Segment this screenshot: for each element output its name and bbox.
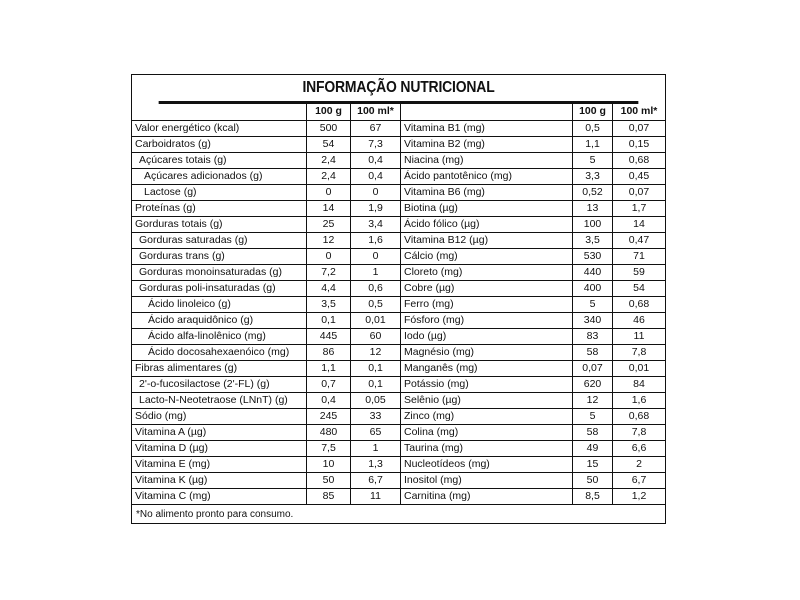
right-nutrient-name: Ácido fólico (µg) bbox=[400, 217, 572, 232]
right-value-100g: 58 bbox=[572, 345, 612, 360]
right-value-100ml: 54 bbox=[612, 281, 665, 296]
left-nutrient-name: Ácido linoleico (g) bbox=[148, 298, 231, 310]
right-nutrient-name: Zinco (mg) bbox=[400, 409, 572, 424]
right-nutrient-name: Cloreto (mg) bbox=[400, 265, 572, 280]
table-row bbox=[132, 441, 665, 457]
left-nutrient-name: Gorduras saturadas (g) bbox=[139, 234, 248, 246]
left-value-100ml: 33 bbox=[350, 409, 400, 424]
right-value-100ml: 0,07 bbox=[612, 185, 665, 200]
left-value-100g: 445 bbox=[306, 329, 350, 344]
right-value-100ml: 0,45 bbox=[612, 169, 665, 184]
right-nutrient-name: Niacina (mg) bbox=[400, 153, 572, 168]
table-header-row bbox=[132, 104, 665, 121]
right-value-100g: 83 bbox=[572, 329, 612, 344]
left-value-100ml: 7,3 bbox=[350, 137, 400, 152]
right-nutrient-name: Iodo (µg) bbox=[400, 329, 572, 344]
left-value-100g: 86 bbox=[306, 345, 350, 360]
table-row bbox=[132, 313, 665, 329]
right-value-100g: 5 bbox=[572, 409, 612, 424]
right-value-100ml: 7,8 bbox=[612, 425, 665, 440]
left-nutrient-name: Vitamina A (µg) bbox=[135, 426, 207, 438]
table-row bbox=[132, 361, 665, 377]
right-value-100ml: 0,15 bbox=[612, 137, 665, 152]
left-value-100g: 245 bbox=[306, 409, 350, 424]
left-value-100ml: 0 bbox=[350, 249, 400, 264]
right-nutrient-name: Inositol (mg) bbox=[400, 473, 572, 488]
table-row bbox=[132, 457, 665, 473]
table-row bbox=[132, 121, 665, 137]
left-nutrient-name: Gorduras totais (g) bbox=[135, 218, 223, 230]
left-value-100ml: 6,7 bbox=[350, 473, 400, 488]
right-value-100g: 1,1 bbox=[572, 137, 612, 152]
right-value-100ml: 0,01 bbox=[612, 361, 665, 376]
table-row bbox=[132, 249, 665, 265]
right-nutrient-name: Nucleotídeos (mg) bbox=[400, 457, 572, 472]
right-nutrient-name: Cobre (µg) bbox=[400, 281, 572, 296]
table-title: INFORMAÇÃO NUTRICIONAL bbox=[159, 75, 639, 104]
left-nutrient-name: Gorduras trans (g) bbox=[139, 250, 225, 262]
right-nutrient-name: Potássio (mg) bbox=[400, 377, 572, 392]
left-nutrient-name: Vitamina D (µg) bbox=[135, 442, 208, 454]
right-value-100g: 49 bbox=[572, 441, 612, 456]
left-value-100g: 2,4 bbox=[306, 169, 350, 184]
table-row bbox=[132, 425, 665, 441]
right-value-100g: 0,5 bbox=[572, 121, 612, 136]
left-value-100g: 0 bbox=[306, 185, 350, 200]
left-nutrient-name: Açúcares adicionados (g) bbox=[144, 170, 263, 182]
right-value-100ml: 0,07 bbox=[612, 121, 665, 136]
left-nutrient-name: Proteínas (g) bbox=[135, 202, 196, 214]
left-value-100g: 0 bbox=[306, 249, 350, 264]
left-value-100g: 54 bbox=[306, 137, 350, 152]
right-nutrient-name: Magnésio (mg) bbox=[400, 345, 572, 360]
table-row bbox=[132, 393, 665, 409]
right-value-100ml: 0,68 bbox=[612, 409, 665, 424]
left-value-100g: 25 bbox=[306, 217, 350, 232]
right-nutrient-name: Ferro (mg) bbox=[400, 297, 572, 312]
right-value-100ml: 11 bbox=[612, 329, 665, 344]
right-value-100ml: 7,8 bbox=[612, 345, 665, 360]
left-value-100ml: 1,3 bbox=[350, 457, 400, 472]
right-value-100g: 400 bbox=[572, 281, 612, 296]
right-value-100ml: 1,6 bbox=[612, 393, 665, 408]
left-value-100g: 7,2 bbox=[306, 265, 350, 280]
left-value-100ml: 1 bbox=[350, 441, 400, 456]
right-value-100g: 340 bbox=[572, 313, 612, 328]
left-value-100ml: 60 bbox=[350, 329, 400, 344]
left-nutrient-name: Ácido docosahexaenóico (mg) bbox=[148, 346, 290, 358]
table-row bbox=[132, 329, 665, 345]
left-value-100ml: 0,5 bbox=[350, 297, 400, 312]
right-value-100g: 0,52 bbox=[572, 185, 612, 200]
table-row bbox=[132, 185, 665, 201]
right-nutrient-name: Manganês (mg) bbox=[400, 361, 572, 376]
left-value-100ml: 0,05 bbox=[350, 393, 400, 408]
left-value-100ml: 11 bbox=[350, 489, 400, 504]
right-value-100g: 3,5 bbox=[572, 233, 612, 248]
left-nutrient-name: Fibras alimentares (g) bbox=[135, 362, 238, 374]
left-value-100g: 3,5 bbox=[306, 297, 350, 312]
right-value-100g: 5 bbox=[572, 297, 612, 312]
right-value-100g: 8,5 bbox=[572, 489, 612, 504]
right-value-100g: 0,07 bbox=[572, 361, 612, 376]
left-nutrient-name: Vitamina K (µg) bbox=[135, 474, 208, 486]
right-nutrient-name: Fósforo (mg) bbox=[400, 313, 572, 328]
right-value-100ml: 0,47 bbox=[612, 233, 665, 248]
table-row bbox=[132, 297, 665, 313]
table-row bbox=[132, 281, 665, 297]
table-row bbox=[132, 377, 665, 393]
right-name-header bbox=[400, 104, 572, 120]
right-value-100ml: 0,68 bbox=[612, 153, 665, 168]
right-value-100ml: 2 bbox=[612, 457, 665, 472]
right-nutrient-name: Colina (mg) bbox=[400, 425, 572, 440]
left-value-100ml: 0,6 bbox=[350, 281, 400, 296]
left-value-100g: 10 bbox=[306, 457, 350, 472]
right-value-100ml: 6,6 bbox=[612, 441, 665, 456]
right-value-100g: 530 bbox=[572, 249, 612, 264]
left-value-100g: 7,5 bbox=[306, 441, 350, 456]
table-row bbox=[132, 345, 665, 361]
table-row bbox=[132, 409, 665, 425]
nutrition-facts-panel bbox=[131, 74, 666, 524]
right-col2-header: 100 ml* bbox=[612, 104, 665, 120]
right-value-100ml: 1,7 bbox=[612, 201, 665, 216]
right-nutrient-name: Selênio (µg) bbox=[400, 393, 572, 408]
table-row bbox=[132, 201, 665, 217]
left-value-100ml: 0,1 bbox=[350, 361, 400, 376]
right-value-100ml: 14 bbox=[612, 217, 665, 232]
left-value-100ml: 3,4 bbox=[350, 217, 400, 232]
left-value-100ml: 0,4 bbox=[350, 169, 400, 184]
left-value-100ml: 0,4 bbox=[350, 153, 400, 168]
right-value-100ml: 0,68 bbox=[612, 297, 665, 312]
footnote: *No alimento pronto para consumo. bbox=[136, 509, 294, 520]
right-value-100g: 58 bbox=[572, 425, 612, 440]
right-nutrient-name: Carnitina (mg) bbox=[400, 489, 572, 504]
right-nutrient-name: Vitamina B6 (mg) bbox=[400, 185, 572, 200]
left-nutrient-name: Gorduras monoinsaturadas (g) bbox=[139, 266, 282, 278]
left-nutrient-name: Açúcares totais (g) bbox=[139, 154, 227, 166]
right-value-100g: 3,3 bbox=[572, 169, 612, 184]
left-value-100g: 4,4 bbox=[306, 281, 350, 296]
left-value-100g: 480 bbox=[306, 425, 350, 440]
left-col2-header: 100 ml* bbox=[350, 104, 400, 120]
left-nutrient-name: 2'-o-fucosilactose (2'-FL) (g) bbox=[139, 378, 270, 390]
right-nutrient-name: Ácido pantotênico (mg) bbox=[400, 169, 572, 184]
right-nutrient-name: Cálcio (mg) bbox=[400, 249, 572, 264]
right-value-100g: 100 bbox=[572, 217, 612, 232]
right-nutrient-name: Vitamina B12 (µg) bbox=[400, 233, 572, 248]
left-value-100ml: 1 bbox=[350, 265, 400, 280]
left-name-header bbox=[132, 104, 306, 120]
left-value-100ml: 65 bbox=[350, 425, 400, 440]
left-value-100g: 1,1 bbox=[306, 361, 350, 376]
left-col1-header: 100 g bbox=[306, 104, 350, 120]
table-row bbox=[132, 489, 665, 505]
left-value-100g: 0,7 bbox=[306, 377, 350, 392]
table-row bbox=[132, 153, 665, 169]
right-nutrient-name: Biotina (µg) bbox=[400, 201, 572, 216]
right-value-100g: 620 bbox=[572, 377, 612, 392]
table-row bbox=[132, 217, 665, 233]
right-value-100g: 5 bbox=[572, 153, 612, 168]
left-nutrient-name: Vitamina E (mg) bbox=[135, 458, 211, 470]
right-value-100ml: 59 bbox=[612, 265, 665, 280]
left-nutrient-name: Valor energético (kcal) bbox=[135, 122, 240, 134]
table-row bbox=[132, 265, 665, 281]
right-value-100g: 440 bbox=[572, 265, 612, 280]
left-nutrient-name: Sódio (mg) bbox=[135, 410, 187, 422]
right-value-100g: 12 bbox=[572, 393, 612, 408]
right-nutrient-name: Vitamina B1 (mg) bbox=[400, 121, 572, 136]
left-nutrient-name: Ácido araquidônico (g) bbox=[148, 314, 254, 326]
right-value-100ml: 46 bbox=[612, 313, 665, 328]
left-value-100g: 0,4 bbox=[306, 393, 350, 408]
left-value-100g: 50 bbox=[306, 473, 350, 488]
table-row bbox=[132, 233, 665, 249]
left-nutrient-name: Carboidratos (g) bbox=[135, 138, 211, 150]
left-nutrient-name: Lactose (g) bbox=[144, 186, 197, 198]
left-value-100g: 85 bbox=[306, 489, 350, 504]
left-value-100ml: 1,9 bbox=[350, 201, 400, 216]
right-value-100g: 15 bbox=[572, 457, 612, 472]
left-value-100ml: 0,1 bbox=[350, 377, 400, 392]
right-value-100ml: 84 bbox=[612, 377, 665, 392]
left-value-100g: 14 bbox=[306, 201, 350, 216]
left-value-100ml: 12 bbox=[350, 345, 400, 360]
right-nutrient-name: Taurina (mg) bbox=[400, 441, 572, 456]
left-value-100ml: 0 bbox=[350, 185, 400, 200]
left-nutrient-name: Gorduras poli-insaturadas (g) bbox=[139, 282, 276, 294]
left-value-100g: 2,4 bbox=[306, 153, 350, 168]
right-value-100ml: 71 bbox=[612, 249, 665, 264]
table-row bbox=[132, 169, 665, 185]
right-value-100ml: 1,2 bbox=[612, 489, 665, 504]
right-value-100ml: 6,7 bbox=[612, 473, 665, 488]
left-nutrient-name: Ácido alfa-linolênico (mg) bbox=[148, 330, 266, 342]
right-nutrient-name: Vitamina B2 (mg) bbox=[400, 137, 572, 152]
left-value-100g: 0,1 bbox=[306, 313, 350, 328]
right-value-100g: 50 bbox=[572, 473, 612, 488]
left-value-100ml: 1,6 bbox=[350, 233, 400, 248]
left-nutrient-name: Lacto-N-Neotetraose (LNnT) (g) bbox=[139, 394, 288, 406]
table-row bbox=[132, 473, 665, 489]
left-nutrient-name: Vitamina C (mg) bbox=[135, 490, 211, 502]
left-value-100g: 500 bbox=[306, 121, 350, 136]
nutrition-table bbox=[132, 104, 665, 505]
left-value-100g: 12 bbox=[306, 233, 350, 248]
right-value-100g: 13 bbox=[572, 201, 612, 216]
table-row bbox=[132, 137, 665, 153]
left-value-100ml: 67 bbox=[350, 121, 400, 136]
right-col1-header: 100 g bbox=[572, 104, 612, 120]
left-value-100ml: 0,01 bbox=[350, 313, 400, 328]
